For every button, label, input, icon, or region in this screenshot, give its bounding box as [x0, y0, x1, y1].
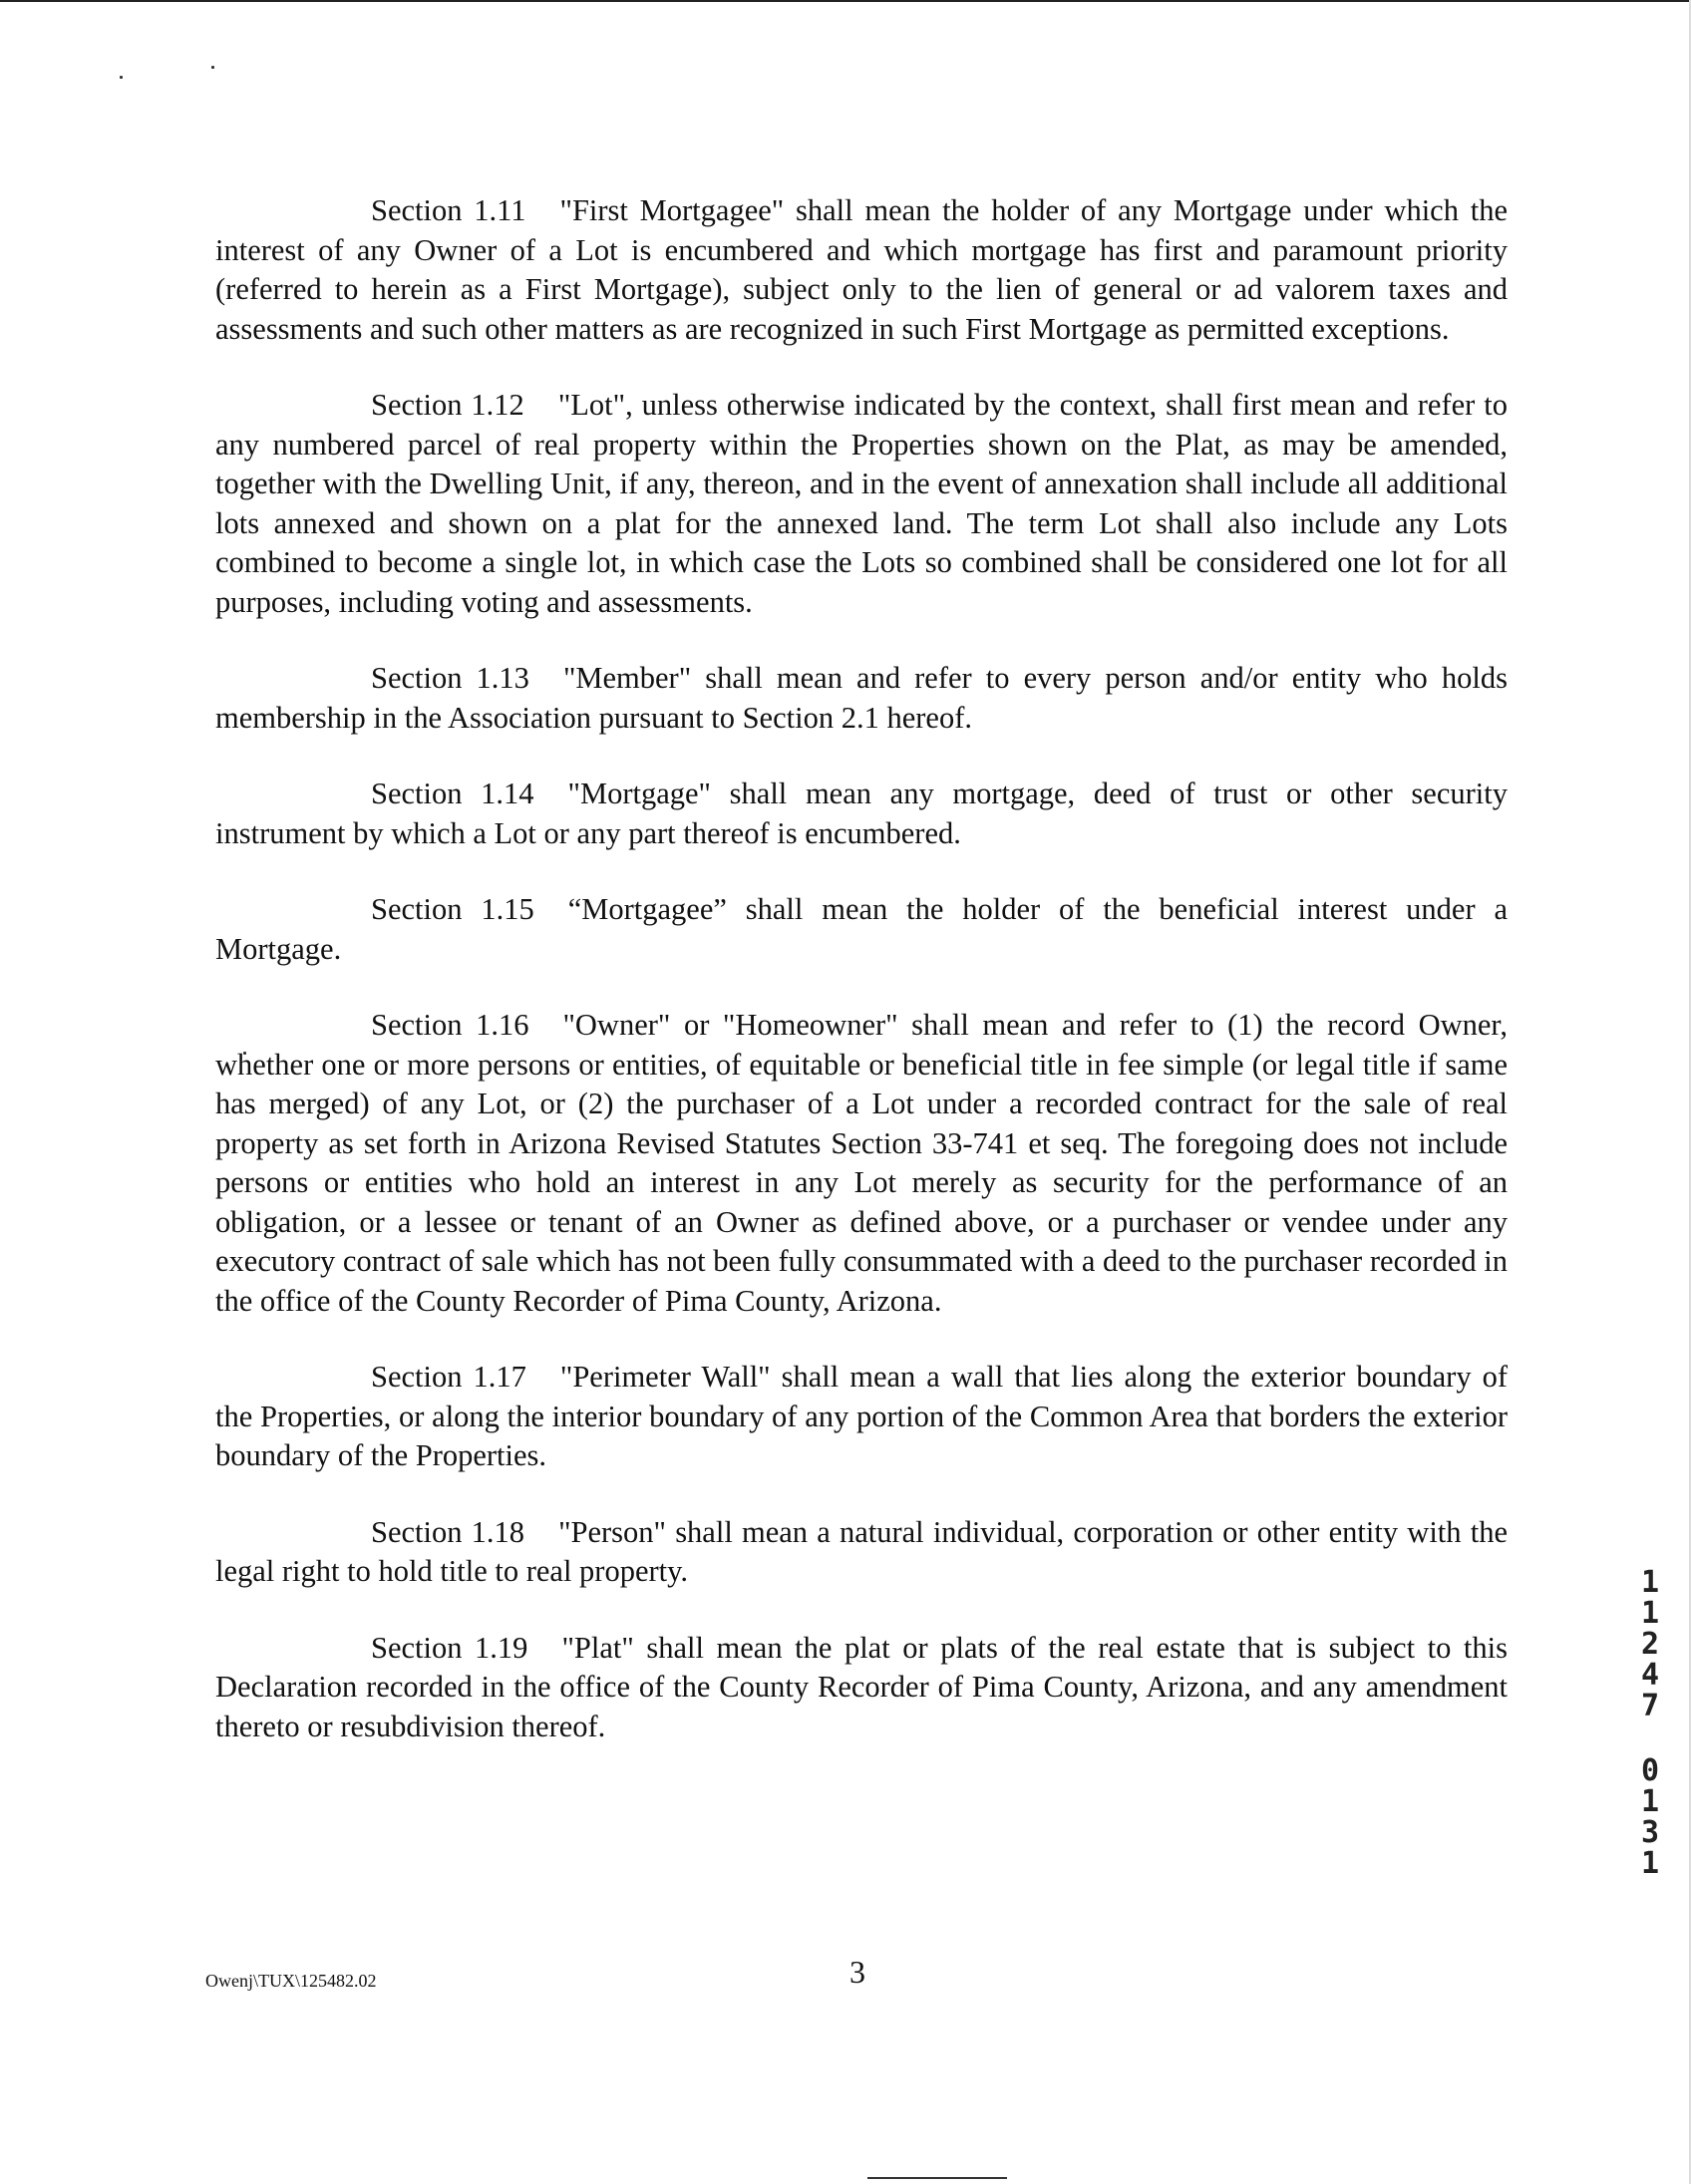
stamp-digit: 2: [1640, 1627, 1660, 1662]
section-1-18: [215, 1513, 1508, 1592]
section-label: Section 1.13: [371, 661, 529, 695]
section-label: Section 1.14: [371, 777, 534, 810]
section-1-14: [215, 775, 1508, 853]
definitions-body: [215, 191, 1508, 1783]
stamp-digit: 1: [1640, 1596, 1660, 1631]
section-label: Section 1.17: [371, 1360, 526, 1394]
section-1-12: [215, 386, 1508, 622]
section-1-16: [215, 1006, 1508, 1321]
stamp-digit: 3: [1640, 1815, 1660, 1850]
stamp-digit: 1: [1640, 1784, 1660, 1819]
section-text: "Mortgage" shall mean any mortgage, deed of trust or other security instrument by which a Lot or any part thereof is encumbered.: [215, 777, 1508, 850]
document-reference: Owenj\TUX\125482.02: [205, 1971, 377, 1991]
section-label: Section 1.18: [371, 1514, 525, 1549]
stamp-digit: 7: [1640, 1689, 1660, 1723]
section-1-15: [215, 890, 1508, 969]
section-1-19: [215, 1629, 1508, 1747]
stamp-digit: 4: [1640, 1658, 1660, 1693]
section-text: "Plat" shall mean the plat or plats of the real estate that is subject to this Declaration recorded in the office of the County Recorder of Pima County, Arizona, and any amendment thereto or resubdivision thereof.: [215, 1630, 1508, 1743]
section-text: "Owner" or "Homeowner" shall mean and refer to (1) the record Owner, whether one or more persons or entities, of equitable or beneficial title in fee simple (or legal title if same has merged) of any Lot, or (2) the purchaser of a Lot under a recorded contract for the sale of real property as set forth in Arizona Revised Statutes Section 33-741 et seq. The foregoing does not include persons or entities who hold an interest in any Lot merely as security for the performance of an obligation, or a lessee or tenant of an Owner as defined above, or a purchaser or vendee under any executory contract of sale which has not been fully consummated with a deed to the purchaser recorded in the office of the County Recorder of Pima County, Arizona.: [215, 1008, 1508, 1318]
recording-stamp: [1635, 1567, 1665, 1879]
scan-edge-top: [0, 0, 1691, 2]
section-1-13: [215, 659, 1508, 738]
scan-edge-bottom-mark: [867, 2177, 1007, 2179]
scan-speck: [120, 76, 123, 79]
section-label: Section 1.19: [371, 1630, 528, 1665]
stamp-digit: 0: [1640, 1753, 1660, 1788]
section-label: Section 1.12: [371, 388, 524, 422]
page-number: 3: [849, 1954, 865, 1990]
section-text: "Perimeter Wall" shall mean a wall that lies along the exterior boundary of the Properties, or along the interior boundary of any portion of the Common Area that borders the exterior boundary of the Properties.: [215, 1360, 1508, 1472]
scan-speck: [211, 66, 214, 69]
stamp-digit: 1: [1640, 1846, 1660, 1881]
stamp-digit: 1: [1640, 1565, 1660, 1600]
section-1-11: [215, 191, 1508, 349]
section-label: Section 1.16: [371, 1008, 529, 1042]
section-text: "First Mortgagee" shall mean the holder of any Mortgage under which the interest of any Owner of a Lot is encumbered and which mortgage has first and paramount priority (referred to herein as a First Mortgage), subject only to the lien of general or ad valorem taxes and assessments and such other matters as are recognized in such First Mortgage as permitted exceptions.: [215, 193, 1508, 346]
section-text: "Lot", unless otherwise indicated by the context, shall first mean and refer to any numbered parcel of real property within the Properties shown on the Plat, as may be amended, together with the Dwelling Unit, if any, thereon, and in the event of annexation shall include all additional lots annexed and shown on a plat for the annexed land. The term Lot shall also include any Lots combined to become a single lot, in which case the Lots so combined shall be considered one lot for all purposes, including voting and assessments.: [215, 388, 1508, 619]
section-1-17: [215, 1358, 1508, 1476]
section-label: Section 1.11: [371, 193, 526, 227]
section-label: Section 1.15: [371, 892, 534, 926]
section-text: "Person" shall mean a natural individual, corporation or other entity with the legal right to hold title to real property.: [215, 1514, 1508, 1588]
section-text: "Member" shall mean and refer to every person and/or entity who holds membership in the Association pursuant to Section 2.1 hereof.: [215, 661, 1508, 735]
section-text: “Mortgagee” shall mean the holder of the beneficial interest under a Mortgage.: [215, 892, 1508, 966]
